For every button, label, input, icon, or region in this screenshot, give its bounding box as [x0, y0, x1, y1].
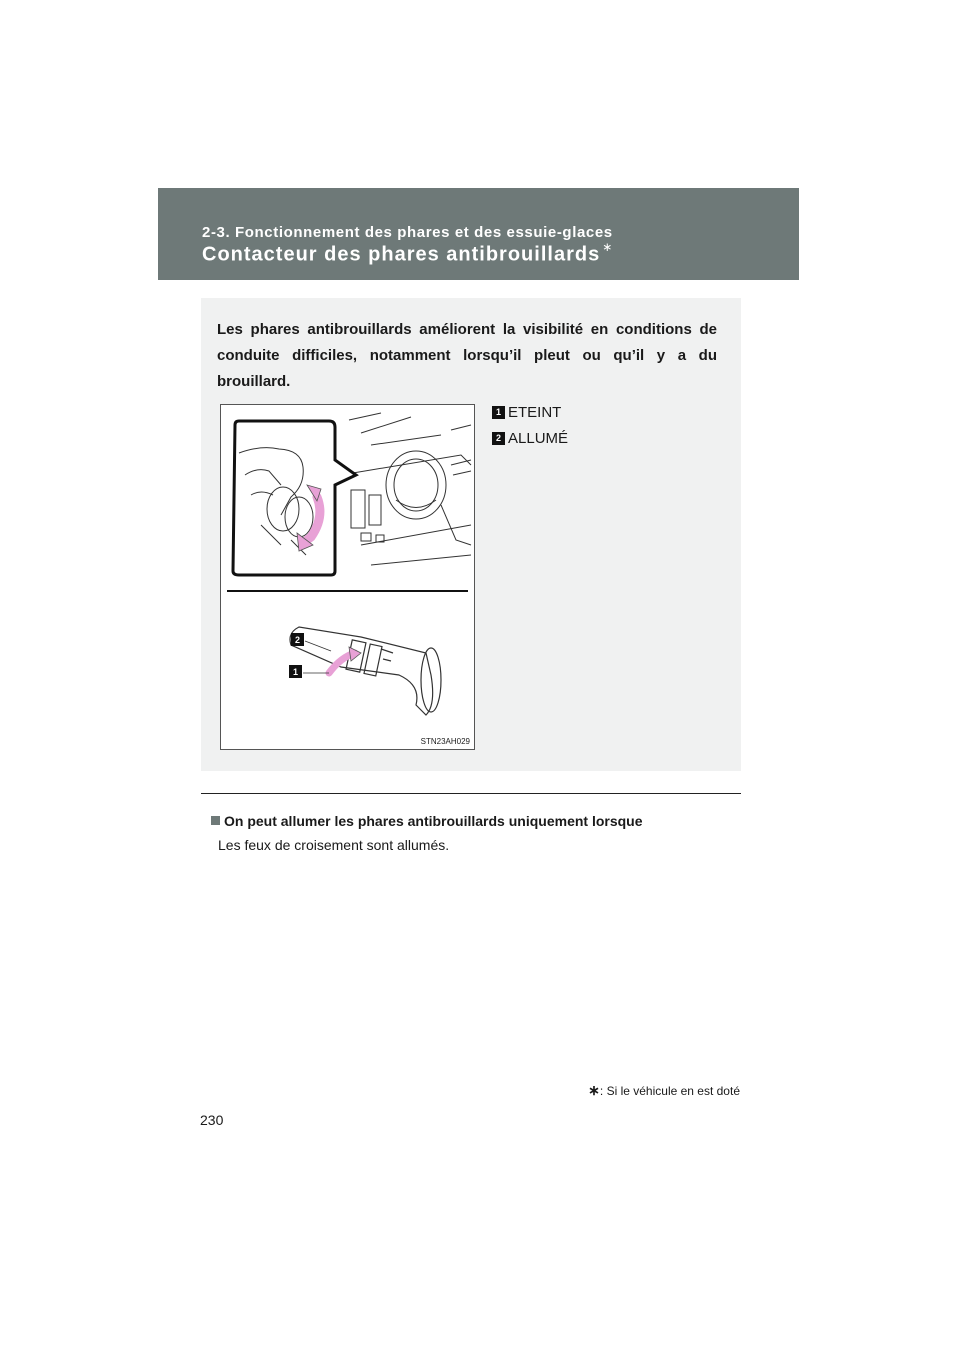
page-title-text: Contacteur des phares antibrouillards: [202, 243, 601, 266]
legend-item-on: [492, 425, 568, 451]
legend: [492, 399, 568, 451]
legend-label-on: ALLUMÉ: [508, 429, 569, 447]
legend-label-off: ETEINT: [508, 403, 562, 421]
figure-code: STN23AH029: [420, 737, 470, 746]
chapter-header: [158, 188, 799, 280]
illustration-svg: [221, 405, 474, 749]
asterisk-icon: ∗: [588, 1082, 600, 1098]
legend-number-2: 2: [492, 432, 505, 445]
asterisk-mark: ∗: [602, 240, 614, 254]
note-text: Les feux de croisement sont allumés.: [218, 837, 450, 853]
square-bullet-icon: [211, 816, 220, 825]
note-heading-text: On peut allumer les phares antibrouillards uniquement lorsque: [224, 813, 643, 829]
legend-number-1: 1: [492, 406, 505, 419]
callout-label-2: 2: [294, 635, 301, 645]
fog-switch-illustration: [220, 404, 475, 750]
note-heading: [211, 813, 643, 829]
footnote: [588, 1082, 740, 1099]
legend-item-off: [492, 399, 568, 425]
page-title: [202, 242, 613, 267]
footnote-text: : Si le véhicule en est doté: [599, 1084, 740, 1098]
intro-paragraph: Les phares antibrouillards améliorent la visibilité en conditions de conduite difficiles, notamment lorsqu’il pleut ou qu’il y a du brouillard.: [217, 321, 717, 390]
section-title: 2-3. Fonctionnement des phares et des essuie-glaces: [202, 224, 613, 241]
page-number: 230: [200, 1112, 224, 1128]
info-panel: [201, 298, 741, 771]
section-divider: [201, 793, 741, 794]
callout-label-1: 1: [292, 667, 299, 677]
